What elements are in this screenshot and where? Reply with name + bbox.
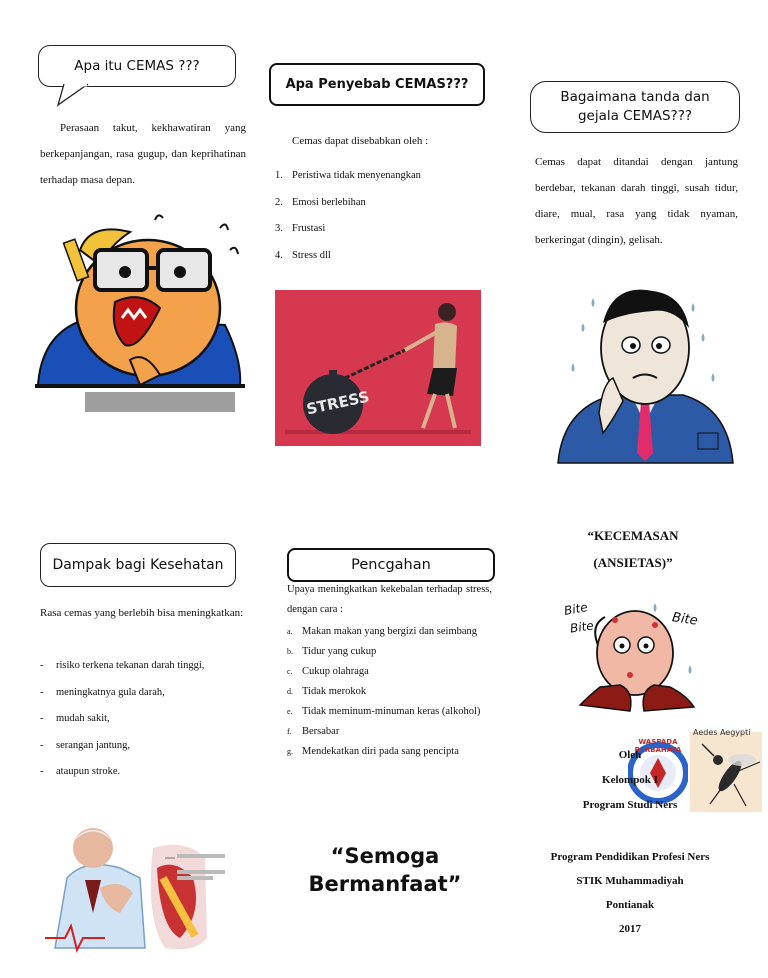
program-label: Program Studi Ners bbox=[582, 799, 678, 811]
bite-label-3: Bite bbox=[671, 610, 699, 629]
list-item: - ataupun stroke. bbox=[40, 766, 121, 777]
penyebab-list bbox=[275, 163, 485, 269]
year-label: 2017 bbox=[619, 923, 641, 935]
penyebab-title: Apa Penyebab CEMAS??? bbox=[269, 63, 485, 106]
institution-block bbox=[530, 845, 730, 941]
list-item: b. Tidur yang cukup bbox=[287, 646, 377, 657]
dampak-title: Dampak bagi Kesehatan bbox=[40, 543, 236, 587]
list-item: 3. Frustasi bbox=[275, 223, 326, 234]
mosquito-illustration bbox=[690, 732, 762, 812]
stress-illustration bbox=[275, 290, 481, 446]
waspada-text: WASPADA BERBAHAYA bbox=[634, 738, 682, 754]
list-item: 4. Stress dll bbox=[275, 249, 331, 261]
q1-text: Perasaan takut, kekhawatiran yang berkepanjangan, rasa gugup, dan keprihatinan terhadap masa depan. bbox=[40, 122, 246, 186]
author-block bbox=[560, 743, 700, 818]
list-item: d. Tidak merokok bbox=[287, 686, 367, 697]
cover-title-line-2: (ANSIETAS)” bbox=[593, 555, 673, 570]
sweating-man-illustration bbox=[553, 283, 735, 465]
institution-line-3: Pontianak bbox=[605, 899, 655, 911]
bite-label-2: Bite bbox=[569, 618, 595, 636]
heart-attack-illustration bbox=[45, 818, 245, 960]
dampak-list bbox=[40, 653, 246, 786]
institution-line-2: STIK Muhammadiyah bbox=[576, 875, 684, 887]
q1-bubble bbox=[38, 45, 236, 89]
closing-text: “Semoga Bermanfaat” bbox=[308, 844, 462, 896]
list-item: - serangan jantung, bbox=[40, 739, 131, 751]
worried-man-illustration bbox=[30, 210, 250, 415]
list-item: - mudah sakit, bbox=[40, 713, 110, 724]
cover-title bbox=[540, 522, 726, 576]
list-item: - meningkatnya gula darah, bbox=[40, 686, 165, 698]
penyebab-intro: Cemas dapat disebabkan oleh : bbox=[292, 135, 429, 147]
list-item: 2. Emosi berlebihan bbox=[275, 196, 366, 208]
institution-line-1: Program Pendidikan Profesi Ners bbox=[550, 851, 710, 863]
pencegahan-title: Pencgahan bbox=[287, 548, 495, 582]
list-item: 1. Peristiwa tidak menyenangkan bbox=[275, 170, 421, 181]
list-item: c. Cukup olahraga bbox=[287, 666, 369, 677]
dampak-intro: Rasa cemas yang berlebih bisa meningkatkan: bbox=[40, 607, 244, 619]
list-item: e. Tidak meminum-minuman keras (alkohol) bbox=[287, 706, 481, 717]
list-item: - risiko terkena tekanan darah tinggi, bbox=[40, 660, 205, 671]
mosquito-caption: Aedes Aegypti bbox=[693, 728, 751, 737]
list-item: f. Bersabar bbox=[287, 726, 340, 737]
list-item: a. Makan makan yang bergizi dan seimbang bbox=[287, 626, 478, 637]
q1-title: Apa itu CEMAS ??? bbox=[38, 45, 236, 87]
bubble-tail-icon bbox=[56, 83, 96, 107]
tanda-title: Bagaimana tanda dan gejala CEMAS??? bbox=[530, 81, 740, 133]
tanda-text: Cemas dapat ditandai dengan jantung berdebar, tekanan darah tinggi, susah tidur, diare, mual, rasa yang tidak nyaman, berkeringat (dingin), gelisah. bbox=[535, 156, 738, 246]
bite-label-1: Bite bbox=[562, 600, 589, 618]
cover-title-line-1: “KECEMASAN bbox=[587, 528, 679, 543]
kelompok-label: Kelompok I bbox=[602, 774, 658, 786]
pencegahan-intro: Upaya meningkatkan kekebalan terhadap stress, dengan cara : bbox=[287, 584, 492, 615]
oleh-label: Oleh bbox=[618, 749, 642, 761]
list-item: g. Mendekatkan diri pada sang pencipta bbox=[287, 746, 459, 757]
stress-label: STRESS bbox=[304, 387, 371, 419]
pencegahan-list bbox=[287, 622, 492, 762]
